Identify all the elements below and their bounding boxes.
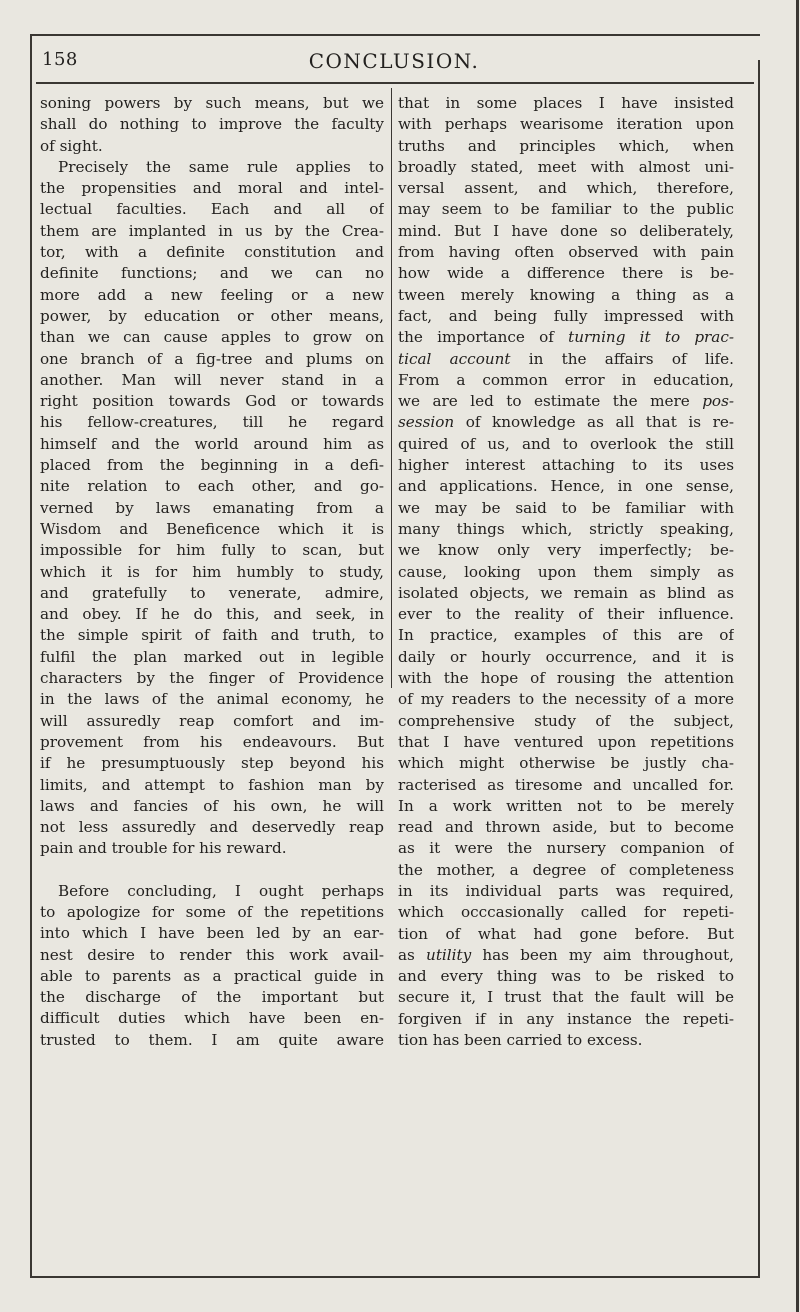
- text-line: right position towards God or towards: [40, 392, 384, 411]
- text-line: than we can cause apples to grow on: [40, 328, 384, 347]
- italic-text: pos-: [702, 392, 734, 411]
- text-line: definite functions; and we can no: [40, 264, 384, 283]
- frame-right-rule: [758, 60, 760, 1278]
- text-line: we know only very imperfectly; be-: [398, 541, 734, 560]
- text-line: soning powers by such means, but we: [40, 94, 384, 112]
- left-column: [40, 93, 384, 1051]
- text-line: quired of us, and to overlook the still: [398, 434, 734, 453]
- text-line: ever to the reality of their influence.: [398, 605, 734, 624]
- paragraph-gap: [40, 860, 384, 881]
- text-line: provement from his endeavours. But: [40, 732, 384, 751]
- text-line: higher interest attaching to its uses: [398, 456, 734, 475]
- text-line: secure it, I trust that the fault will be: [398, 988, 734, 1007]
- text-line: from having often observed with pain: [398, 243, 734, 262]
- text-line: and gratefully to venerate, admire,: [40, 583, 384, 602]
- italic-text: turning it to prac-: [568, 328, 734, 347]
- text-line: [398, 945, 734, 966]
- header-rule: [36, 82, 754, 84]
- text-line: lectual faculties. Each and all of: [40, 200, 384, 219]
- text-line: how wide a difference there is be-: [398, 264, 734, 283]
- text-line: in the laws of the animal economy, he: [40, 690, 384, 709]
- text-run: as: [398, 945, 427, 964]
- text-line: tion has been carried to excess.: [398, 1031, 643, 1050]
- text-line: as it were the nursery companion of: [398, 839, 734, 858]
- text-run: we are led to estimate the mere: [398, 392, 703, 411]
- text-line: will assuredly reap comfort and im-: [40, 711, 384, 730]
- text-line: versal assent, and which, therefore,: [398, 179, 734, 198]
- text-run: the importance of: [398, 328, 569, 347]
- text-line: daily or hourly occurrence, and it is: [398, 647, 734, 666]
- text-line: and obey. If he do this, and seek, in: [40, 605, 384, 624]
- text-line: read and thrown aside, but to become: [398, 818, 734, 837]
- text-line: the mother, a degree of completeness: [398, 860, 734, 879]
- text-line: truths and principles which, when: [398, 136, 734, 155]
- text-run: in the affairs of life.: [510, 349, 734, 368]
- text-line: the discharge of the important but: [40, 988, 384, 1007]
- text-line: with perhaps wearisome iteration upon: [398, 115, 734, 134]
- text-line: [398, 327, 734, 348]
- text-line: [398, 412, 734, 433]
- text-line: power, by education or other means,: [40, 306, 384, 325]
- text-line: forgiven if in any instance the repeti-: [398, 1009, 734, 1028]
- column-divider: [391, 88, 392, 688]
- text-line: Precisely the same rule applies to: [58, 157, 384, 176]
- text-line: Wisdom and Beneficence which it is: [40, 519, 384, 538]
- text-line: with the hope of rousing the attention: [398, 669, 734, 688]
- frame-top-rule: [30, 34, 760, 36]
- text-line: and applications. Hence, in one sense,: [398, 477, 734, 496]
- text-line: his fellow-creatures, till he regard: [40, 413, 384, 432]
- text-line: characters by the finger of Providence: [40, 669, 384, 688]
- frame-left-rule: [30, 34, 32, 1278]
- text-line: may seem to be familiar to the public: [398, 200, 734, 219]
- text-line: Before concluding, I ought perhaps: [58, 881, 384, 900]
- text-line: isolated objects, we remain as blind as: [398, 583, 734, 602]
- text-line: many things which, strictly speaking,: [398, 519, 734, 538]
- text-line: which occcasionally called for repeti-: [398, 903, 734, 922]
- text-line: not less assuredly and deservedly reap: [40, 818, 384, 837]
- text-line: fact, and being fully impressed with: [398, 306, 734, 325]
- text-line: tion of what had gone before. But: [398, 924, 734, 943]
- text-line: nest desire to render this work avail-: [40, 945, 384, 964]
- text-line: himself and the world around him as: [40, 434, 384, 453]
- italic-text: session: [398, 413, 455, 432]
- text-line: able to parents as a practical guide in: [40, 966, 384, 985]
- right-edge-rule: [796, 0, 799, 1312]
- text-run: has been my aim throughout,: [471, 945, 734, 964]
- text-line: verned by laws emanating from a: [40, 498, 384, 517]
- text-line: comprehensive study of the subject,: [398, 711, 734, 730]
- text-line: tween merely knowing a thing as a: [398, 285, 734, 304]
- text-line: trusted to them. I am quite aware: [40, 1030, 384, 1049]
- text-line: which it is for him humbly to study,: [40, 562, 384, 581]
- text-line: that in some places I have insisted: [398, 94, 734, 112]
- text-line: fulfil the plan marked out in legible: [40, 647, 384, 666]
- text-line: From a common error in education,: [398, 370, 734, 389]
- text-line: them are implanted in us by the Crea-: [40, 221, 384, 240]
- text-line: another. Man will never stand in a: [40, 370, 384, 389]
- page-header: [34, 48, 754, 78]
- italic-text: utility: [426, 945, 472, 964]
- text-line: laws and fancies of his own, he will: [40, 796, 384, 815]
- text-line: cause, looking upon them simply as: [398, 562, 734, 581]
- text-line: tor, with a definite constitution and: [40, 243, 384, 262]
- italic-text: tical account: [398, 349, 511, 368]
- text-line: into which I have been led by an ear-: [40, 924, 384, 943]
- text-line: placed from the beginning in a defi-: [40, 456, 384, 475]
- text-line: [398, 391, 734, 412]
- text-line: that I have ventured upon repetitions: [398, 732, 734, 751]
- text-line: of sight.: [40, 136, 103, 155]
- text-line: if he presumptuously step beyond his: [40, 754, 384, 773]
- text-run: of knowledge as all that is re-: [454, 413, 734, 432]
- text-line: shall do nothing to improve the faculty: [40, 115, 384, 134]
- text-line: in its individual parts was required,: [398, 881, 734, 900]
- text-line: impossible for him fully to scan, but: [40, 541, 384, 560]
- text-line: pain and trouble for his reward.: [40, 839, 287, 858]
- text-line: to apologize for some of the repetitions: [40, 902, 384, 921]
- text-line: which might otherwise be justly cha-: [398, 754, 734, 773]
- text-line: In a work written not to be merely: [398, 796, 734, 815]
- running-head: CONCLUSION.: [308, 49, 480, 73]
- text-line: [398, 349, 734, 370]
- text-line: and every thing was to be risked to: [398, 967, 734, 986]
- text-line: racterised as tiresome and uncalled for.: [398, 775, 734, 794]
- text-line: of my readers to the necessity of a more: [398, 690, 734, 709]
- right-column: [398, 93, 734, 1051]
- page-number: 158: [42, 49, 78, 70]
- text-line: we may be said to be familiar with: [398, 498, 734, 517]
- frame-bottom-rule: [30, 1276, 760, 1278]
- text-line: limits, and attempt to fashion man by: [40, 775, 384, 794]
- text-line: nite relation to each other, and go-: [40, 477, 384, 496]
- text-line: broadly stated, meet with almost uni-: [398, 157, 734, 176]
- text-line: more add a new feeling or a new: [40, 285, 384, 304]
- text-line: the simple spirit of faith and truth, to: [40, 626, 384, 645]
- text-line: one branch of a fig-tree and plums on: [40, 349, 384, 368]
- text-line: the propensities and moral and intel-: [40, 179, 384, 198]
- text-line: difficult duties which have been en-: [40, 1009, 384, 1028]
- text-line: mind. But I have done so deliberately,: [398, 221, 734, 240]
- text-line: In practice, examples of this are of: [398, 626, 734, 645]
